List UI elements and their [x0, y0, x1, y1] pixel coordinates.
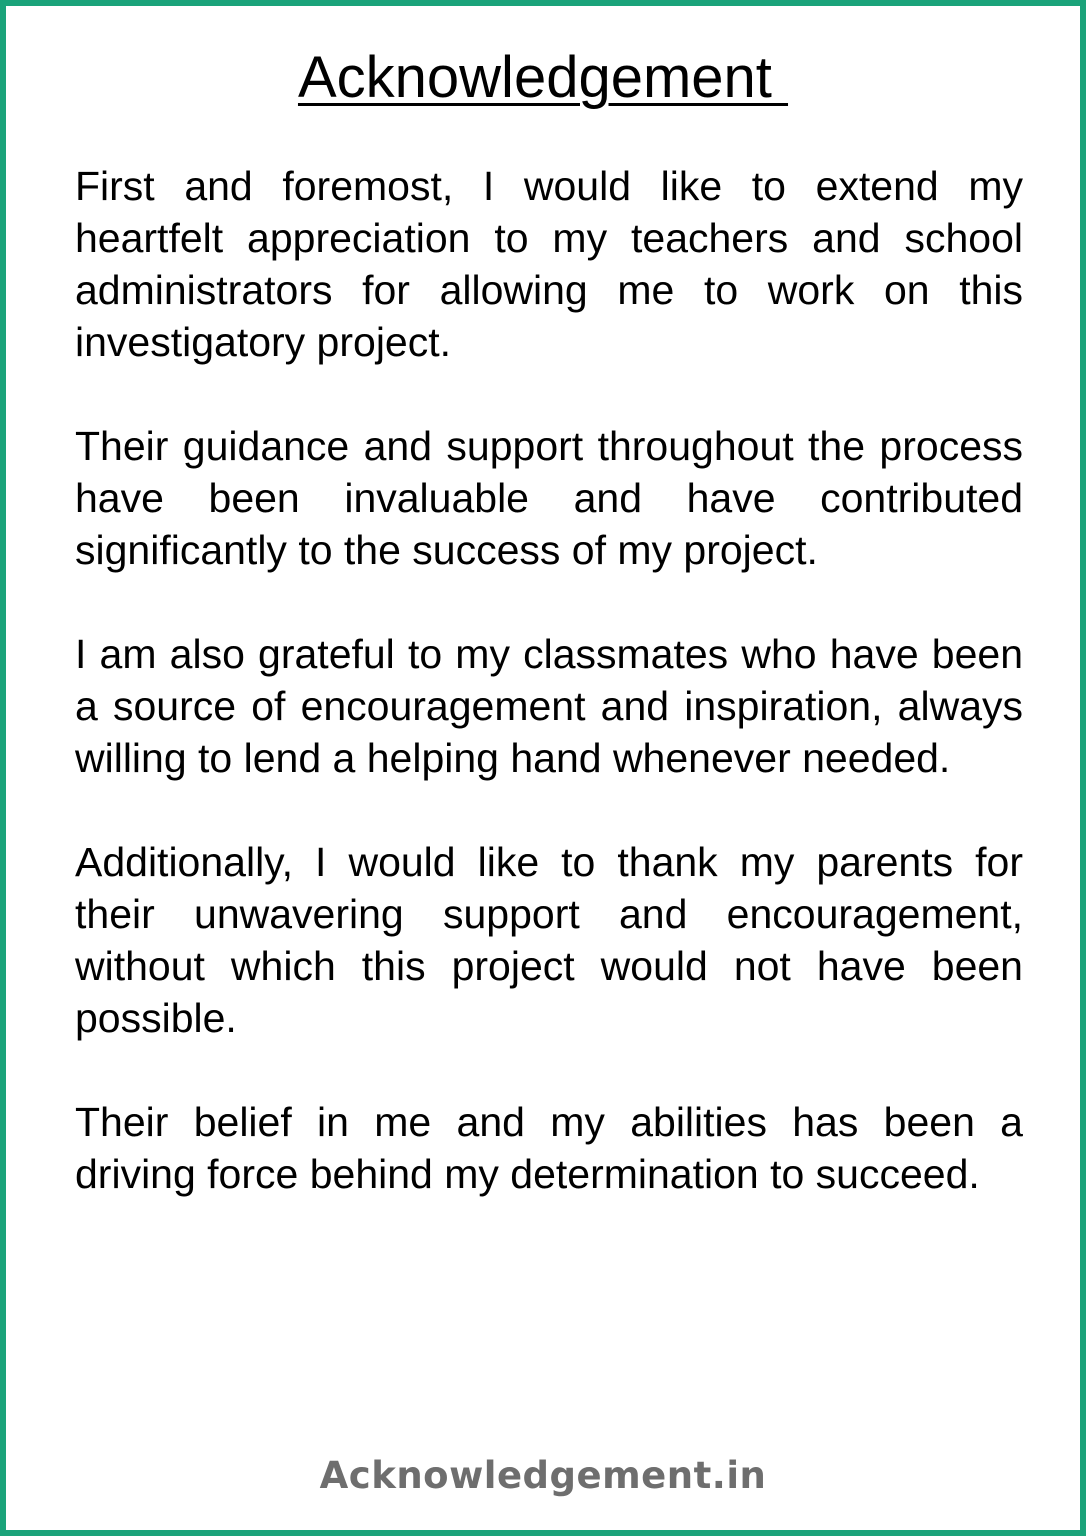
- footer-watermark: Acknowledgement.in: [319, 1454, 767, 1497]
- body-text: [75, 160, 1023, 1252]
- paragraph-1: First and foremost, I would like to extend my heartfelt appreciation to my teachers and school administrators for allowing me to work on this investigatory project.: [75, 163, 1023, 365]
- page-title-text: Acknowledgement: [297, 45, 789, 110]
- paragraph-5: Their belief in me and my abilities has been a driving force behind my determination to succeed.: [75, 1099, 1023, 1197]
- page-title: [6, 42, 1080, 114]
- paragraph-4: Additionally, I would like to thank my parents for their unwavering support and encouragement, without which this project would not have been possible.: [75, 839, 1023, 1041]
- paragraph-3: I am also grateful to my classmates who have been a source of encouragement and inspiration, always willing to lend a helping hand whenever needed.: [75, 631, 1023, 781]
- paragraph-2: Their guidance and support throughout the process have been invaluable and have contributed significantly to the success of my project.: [75, 423, 1023, 573]
